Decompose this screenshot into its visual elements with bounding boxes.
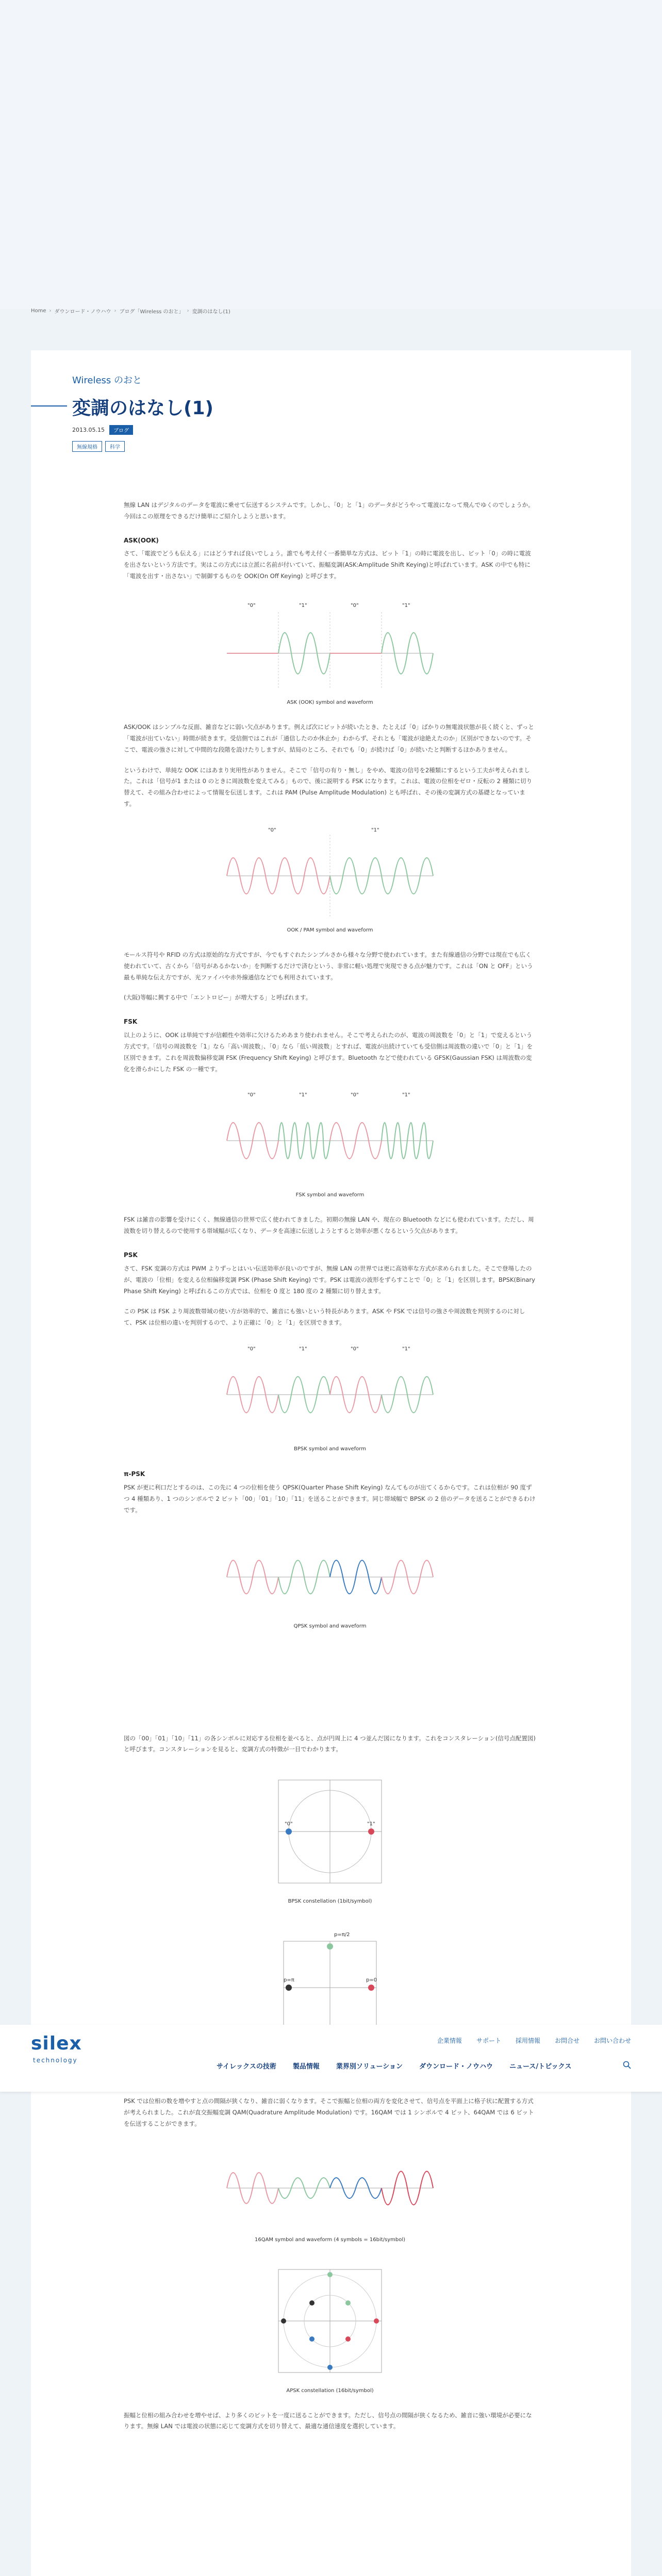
pam-caption: OOK / PAM symbol and waveform — [287, 927, 373, 933]
breadcrumb-home[interactable]: Home — [31, 308, 46, 314]
apsk-point-4 — [281, 2318, 286, 2324]
apsk-point-6 — [345, 2336, 351, 2342]
mainnav-news[interactable]: ニュース/トピックス — [509, 2063, 572, 2071]
qam-caption: 16QAM symbol and waveform (4 symbols = 16bit/symbol) — [254, 2236, 406, 2243]
fsk-label-1b: "1" — [402, 1092, 410, 1098]
breadcrumb: Home › ダウンロード・ノウハウ › ブログ「Wireless のおと」 › 変調のはなし(1) — [31, 308, 230, 315]
topnav-recruit[interactable]: 採用情報 — [515, 2037, 540, 2044]
topnav-contact[interactable]: お問い合わせ — [593, 2037, 631, 2044]
ask-waveform-diagram — [217, 597, 443, 694]
bpsk-const-caption: BPSK constellation (1bit/symbol) — [288, 1899, 372, 1905]
figure-pam — [124, 824, 536, 935]
article-card — [31, 350, 631, 2576]
qam-paragraph-1: PSK では位相の数を増やすと点の間隔が狭くなり、雑音に弱くなります。そこで振幅と位相の両方を変化させて、信号点を平面上に格子状に配置する方式が考えられました。これが直交振幅変調 QAM(Quadrature Amplitude Modulation) です。16QAM では 1 シンボルで 4 ビット、64QAM では 6 ビットを伝送することができます。 — [124, 2097, 534, 2127]
bpsk-caption: BPSK symbol and waveform — [294, 1446, 366, 1452]
breadcrumb-current: 変調のはなし(1) — [192, 309, 230, 315]
bpsk-label-0a: "0" — [247, 1346, 256, 1352]
psk-paragraph-2: この PSK は FSK より周波数帯域の使い方が効率的で、雑音にも強いという特長があります。ASK や FSK では信号の強さや周波数を判別するのに対して、PSK は位相の違いを判別するので、より正確に「0」と「1」を区別できます。 — [124, 1308, 525, 1327]
bpsk-point-0 — [286, 1828, 292, 1835]
ask-paragraph-1: さて、「電波でどうも伝える」にはどうすれば良いでしょう。誰でも考え付く一番簡単な方式は、ビット「1」の時に電波を出し、ビット「0」の時に電波を出さないという方法です。実はこの方式には立派に名前が付いていて、振幅変調(ASK:Amplitude Shift Keying)と呼ばれています。ASK の中でも特に「電波を出す・出さない」で制御するものを OOK(On Off Keying) と呼びます。 — [124, 550, 531, 580]
ask-label-0a: "0" — [247, 603, 256, 609]
apsk-point-2 — [374, 2318, 379, 2324]
article-date: 2013.05.15 — [72, 427, 105, 433]
apsk-point-8 — [309, 2300, 315, 2306]
bpsk-const-label-1: "1" — [367, 1821, 375, 1827]
ask-paragraph-2: ASK/OOK はシンプルな反面、雑音などに弱い欠点があります。例えば次にビットが続いたとき、たとえば「0」ばかりの無電波状態が長く続くと、ずっと「電波が出ていない」時間が続きます。受信側ではこれが「通信したのか休止か」わからず、それとも「電波が途絶えたのか」区別ができないのです。そこで、電波の強さに対して中間的な段階を設けたりしますが、結局のところ、それでも「0」が続けば「0」が続いたと判断するほかありません。 — [124, 723, 534, 753]
ask-paragraph-5: (大阪)等幅に興する中で「エントロピー」が増大する」と呼ばれます。 — [124, 994, 312, 1002]
tag-wireless-standard[interactable]: 無線規格 — [72, 441, 102, 452]
topnav-inquiry[interactable]: お問合せ — [554, 2037, 580, 2044]
utility-nav — [437, 2036, 631, 2045]
silex-logo[interactable]: silex — [31, 2033, 82, 2054]
figure-fsk — [124, 1089, 536, 1200]
fsk-waveform-diagram — [217, 1089, 443, 1187]
fsk-label-0a: "0" — [247, 1092, 256, 1098]
search-icon[interactable] — [623, 2061, 631, 2069]
mainnav-download[interactable]: ダウンロード・ノウハウ — [419, 2063, 493, 2071]
figure-qpsk — [124, 1531, 536, 1631]
mainnav-products[interactable]: 製品情報 — [292, 2063, 320, 2071]
qpsk-label-pi2: p=π/2 — [334, 1932, 350, 1938]
qpsk-paragraph-2: 図の「00」「01」「10」「11」の各シンボルに対応する位相を並べると、点が円周上に 4 つ並んだ図になります。これをコンスタレーション(信号点配置図)と呼びます。コンスタレーションを見ると、変調方式の特徴が一目でわかります。 — [124, 1734, 536, 1753]
qam-paragraph-2: 振幅と位相の組み合わせを増やせば、より多くのビットを一度に送ることができます。ただし、信号点の間隔が狭くなるため、雑音に強い環境が必要になります。無線 LAN では電波の状態に応じて変調方式を切り替えて、最適な通信速度を選択しています。 — [124, 2411, 532, 2430]
bpsk-label-1a: "1" — [299, 1346, 307, 1352]
fsk-label-1a: "1" — [299, 1092, 307, 1098]
title-accent-line — [31, 405, 67, 406]
bpsk-label-0b: "0" — [351, 1346, 359, 1352]
page-title: 変調のはなし(1) — [72, 398, 213, 419]
qpsk-caption: QPSK symbol and waveform — [293, 1623, 367, 1629]
tag-list — [72, 441, 125, 452]
qpsk-waveform-diagram — [217, 1531, 443, 1618]
intro-paragraph: 無線 LAN はデジタルのデータを電波に乗せて伝送するシステムです。しかし、「0」と「1」のデータがどうやって電波になって飛んでゆくのでしょうか。今回はこの原理をできるだけ簡単にご紹介しようと思います。 — [124, 501, 534, 520]
ask-paragraph-3: というわけで、単純な OOK にはあまり実用性がありません。そこで「信号の有り・無し」をやめ、電波の信号を2種類にするという工夫が考えられました。これは「信号が1 または 0 のときに周波数を変えてみる」もので、後に説明する FSK になります。これは、電波の位相をゼロ・反転の 2 種類に切り替えて、その組み合わせによって情報を伝送します。これは PAM (Pulse Amplitude Modulation) とも呼ばれ、その後の変調方式の基礎となっています。 — [124, 766, 533, 808]
article-body — [124, 500, 536, 2442]
figure-bpsk — [124, 1343, 536, 1454]
mainnav-solutions[interactable]: 業界別ソリューション — [336, 2063, 403, 2071]
qpsk-point-right — [368, 1985, 374, 1991]
qpsk-point-top — [327, 1943, 333, 1950]
section-heading-ask: ASK(OOK) — [124, 536, 159, 544]
fsk-paragraph-1: 以上のように、OOK は単純ですが信頼性や効率に欠けるためあまり使われません。そこで考えられたのが、電波の周波数を「0」と「1」で変えるという方式です。「信号の周波数を「1」なら「高い周波数」、「0」なら「低い周波数」とすれば、電波が出続けていても受信側は周波数の違いで「0」と「1」を区別できます。これを周波数偏移変調 FSK (Frequency Shift Keying) と呼びます。Bluetooth などで使われている GFSK(Gaussian FSK) は周波数の変化を滑らかにした FSK の一種です。 — [124, 1031, 533, 1073]
fsk-caption: FSK symbol and waveform — [295, 1192, 365, 1198]
apsk-constellation-diagram — [268, 2259, 392, 2383]
tag-science[interactable]: 科学 — [105, 441, 125, 452]
category-badge[interactable]: ブログ — [109, 425, 133, 435]
ask-paragraph-4: モールス符号や RFID の方式は原始的な方式ですが、今でもすぐれたシンプルさから様々な分野で使われています。また有線通信の分野では現在でも広く使われていて、古くから「信号があるかないか」を判断するだけで済むという、非常に軽い処理で実現できる点が魅力です。これは「ON と OFF」という最も単純な伝え方ですが、光ファイバや赤外線通信などでも利用されています。 — [124, 951, 533, 981]
fsk-paragraph-2: FSK は雑音の影響を受けにくく、無線通信の世界で広く使われてきました。初期の無線 LAN や、現在の Bluetooth などにも使われています。ただし、周波数を切り替えるので使用する帯域幅が広くなり、データを高速に伝送しようとすると効率が悪くなるという欠点があります。 — [124, 1216, 534, 1235]
apsk-point-7 — [309, 2336, 315, 2342]
figure-ask — [124, 597, 536, 707]
main-nav — [217, 2061, 571, 2071]
site-header — [0, 2025, 662, 2092]
figure-apsk-constellation — [124, 2259, 536, 2396]
qam-waveform-diagram — [217, 2144, 443, 2232]
bpsk-label-1b: "1" — [402, 1346, 410, 1352]
bpsk-const-label-0: "0" — [285, 1821, 293, 1827]
pam-waveform-diagram — [217, 824, 443, 922]
section-heading-psk: PSK — [124, 1251, 138, 1259]
psk-paragraph-1: さて、FSK 変調の方式は PWM よりずっとはいい伝送効率が良いのですが、無線 LAN の世界では更に高効率な方式が求められました。そこで登場したのが、電波の「位相」を変える位相偏移変調 PSK (Phase Shift Keying) です。PSK は電波の波形をずらすことで「0」と「1」を区別します。BPSK(Binary Phase Shift Keying) と呼ばれるこの方式では、位相を 0 度と 180 度の 2 種類に切り替えます。 — [124, 1264, 535, 1295]
mainnav-technology[interactable]: サイレックスの技術 — [217, 2063, 276, 2071]
pam-label-1: "1" — [371, 827, 379, 833]
topnav-company[interactable]: 企業情報 — [437, 2037, 462, 2044]
apsk-point-5 — [345, 2300, 351, 2306]
bpsk-waveform-diagram — [217, 1343, 443, 1441]
qpsk-label-zero: p=0 — [366, 1977, 377, 1984]
qpsk-label-pi: p=π — [284, 1977, 294, 1984]
fsk-label-0b: "0" — [351, 1092, 359, 1098]
blog-eyebrow: Wireless のおと — [72, 375, 142, 386]
figure-qam — [124, 2144, 536, 2245]
ask-caption: ASK (OOK) symbol and waveform — [287, 700, 373, 706]
qpsk-point-left — [286, 1985, 292, 1991]
topnav-support[interactable]: サポート — [476, 2037, 501, 2044]
breadcrumb-download[interactable]: ダウンロード・ノウハウ — [54, 309, 111, 315]
section-heading-fsk: FSK — [124, 1018, 138, 1026]
bpsk-point-1 — [368, 1828, 374, 1835]
apsk-point-1 — [327, 2272, 333, 2277]
breadcrumb-blog[interactable]: ブログ「Wireless のおと」 — [119, 309, 184, 315]
page-background — [0, 0, 662, 309]
ask-label-0b: "0" — [351, 603, 359, 609]
ask-label-1b: "1" — [402, 603, 410, 609]
apsk-point-3 — [327, 2365, 333, 2370]
ask-label-1a: "1" — [299, 603, 307, 609]
bpsk-constellation-diagram — [268, 1770, 392, 1893]
figure-bpsk-constellation — [124, 1770, 536, 1906]
section-heading-qpsk: π-PSK — [124, 1470, 145, 1478]
apsk-caption: APSK constellation (16bit/symbol) — [286, 2387, 374, 2394]
qpsk-paragraph-1: PSK が更に利口だとするのは、この先に 4 つの位相を使う QPSK(Quarter Phase Shift Keying) なんてものが出てくるからです。これは位相が 90 度ずつ 4 種類あり、1 つのシンボルで 2 ビット「00」「01」「10」「11」を送ることができます。同じ帯域幅で BPSK の 2 倍のデータを送ることができるわけです。 — [124, 1483, 536, 1514]
pam-label-0: "0" — [268, 827, 276, 833]
logo-subtitle: technology — [33, 2057, 78, 2064]
